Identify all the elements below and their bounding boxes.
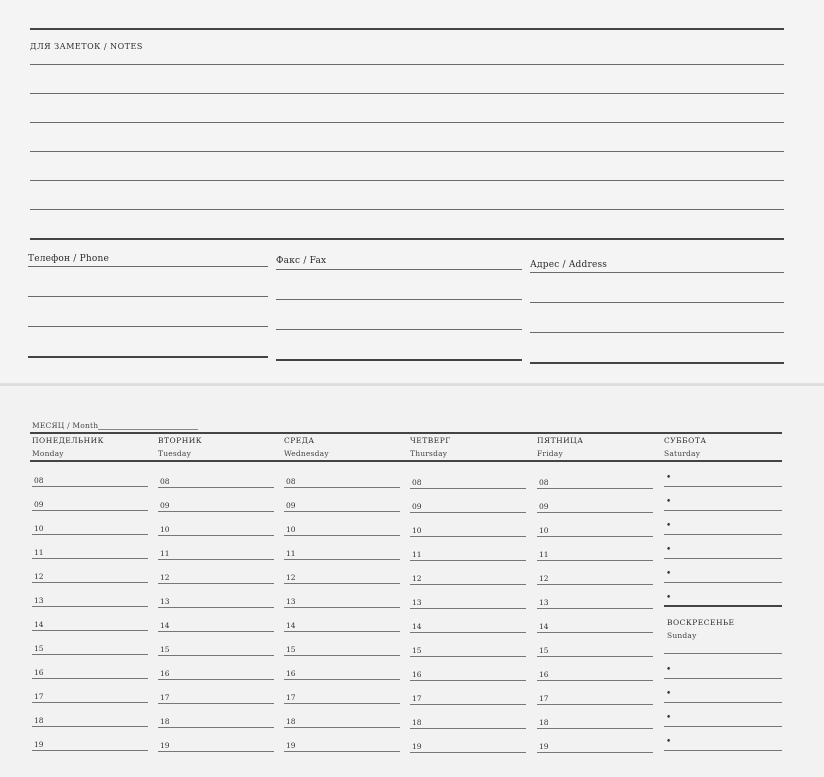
day-name-en: Friday [537, 449, 563, 458]
hour-label: 19 [34, 740, 44, 749]
hour-label: 15 [286, 645, 296, 655]
hour-line [537, 560, 653, 561]
hour-line [158, 655, 274, 656]
day-name: СРЕДА [284, 436, 315, 445]
contact-line [530, 332, 784, 333]
hour-line [537, 488, 653, 489]
hour-line [410, 632, 526, 633]
hour-line [537, 728, 653, 729]
notes-line [30, 209, 784, 210]
notes-line [30, 180, 784, 181]
hour-label: 10 [34, 524, 44, 533]
saturday-line [664, 558, 782, 559]
hour-label: 12 [34, 572, 44, 581]
hour-label: 16 [412, 669, 422, 679]
saturday-bullet: • [666, 473, 672, 483]
hour-line [284, 703, 400, 704]
day-name: СУББОТА [664, 436, 707, 445]
hour-line [537, 584, 653, 585]
hour-label: 10 [539, 526, 549, 536]
hour-label: 12 [286, 573, 296, 583]
hour-label: 18 [34, 716, 44, 725]
hour-line [158, 583, 274, 584]
sunday-header-line [664, 653, 782, 654]
day-name-en: Tuesday [158, 449, 192, 458]
hour-label: 08 [412, 477, 422, 487]
contact-line [276, 269, 522, 270]
notes-line [30, 93, 784, 94]
hour-label: 11 [160, 548, 170, 558]
hour-line [410, 512, 526, 513]
hour-label: 11 [286, 549, 296, 559]
hour-line [410, 680, 526, 681]
hour-label: 11 [539, 550, 549, 560]
contact-line [276, 299, 522, 300]
hour-line [284, 679, 400, 680]
day-header-rule [30, 460, 782, 462]
hour-line [158, 535, 274, 536]
hour-label: 09 [34, 500, 44, 509]
hour-label: 15 [412, 645, 422, 655]
saturday-bullet: • [666, 569, 672, 579]
hour-line [32, 630, 148, 631]
hour-line [32, 534, 148, 535]
sunday-line [664, 678, 782, 679]
hour-label: 10 [286, 525, 296, 535]
day-name: ПЯТНИЦА [537, 436, 584, 445]
hour-label: 11 [412, 549, 422, 559]
hour-line [537, 536, 653, 537]
hour-label: 16 [286, 669, 296, 679]
hour-line [158, 559, 274, 560]
month-line [98, 429, 198, 430]
saturday-end-rule [664, 605, 782, 607]
hour-label: 12 [412, 573, 422, 583]
hour-label: 19 [539, 742, 549, 752]
saturday-bullet: • [666, 593, 672, 603]
hour-label: 13 [160, 596, 170, 606]
phone-label: Телефон / Phone [28, 254, 109, 264]
fax-label: Факс / Fax [276, 256, 327, 266]
hour-label: 19 [160, 740, 170, 750]
hour-label: 17 [539, 694, 549, 704]
hour-line [537, 680, 653, 681]
hour-label: 08 [34, 476, 44, 485]
saturday-bullet: • [666, 497, 672, 507]
notes-page [0, 0, 824, 384]
hour-label: 19 [412, 741, 422, 751]
hour-label: 14 [286, 621, 296, 631]
hour-label: 08 [286, 477, 296, 487]
month-label: МЕСЯЦ / Month [32, 421, 99, 430]
day-name-en: Saturday [664, 449, 701, 458]
saturday-line [664, 582, 782, 583]
contact-line [530, 272, 784, 273]
sunday-en: Sunday [667, 631, 697, 640]
hour-label: 11 [34, 548, 44, 557]
hour-label: 15 [34, 644, 44, 653]
hour-line [284, 727, 400, 728]
hour-label: 09 [286, 501, 296, 511]
hour-label: 08 [160, 476, 170, 486]
hour-line [32, 582, 148, 583]
hour-line [284, 583, 400, 584]
sunday-line [664, 726, 782, 727]
contact-line [530, 302, 784, 303]
hour-label: 19 [286, 741, 296, 751]
hour-label: 14 [412, 621, 422, 631]
hour-label: 10 [412, 525, 422, 535]
hour-line [537, 608, 653, 609]
hour-label: 12 [539, 574, 549, 584]
day-name: ПОНЕДЕЛЬНИК [32, 436, 104, 445]
saturday-line [664, 486, 782, 487]
hour-line [537, 704, 653, 705]
hour-line [284, 535, 400, 536]
sunday-bullet: • [666, 665, 672, 675]
hour-line [32, 654, 148, 655]
day-name-en: Monday [32, 449, 64, 458]
hour-line [537, 656, 653, 657]
hour-label: 13 [286, 597, 296, 607]
hour-label: 16 [539, 670, 549, 680]
address-label: Адрес / Address [530, 260, 608, 270]
hour-label: 14 [539, 622, 549, 632]
hour-line [410, 752, 526, 753]
hour-line [158, 511, 274, 512]
hour-line [158, 727, 274, 728]
sunday-bullet: • [666, 689, 672, 699]
sunday-line [664, 750, 782, 751]
hour-line [158, 631, 274, 632]
sunday-line [664, 702, 782, 703]
contact-line [276, 329, 522, 330]
notes-line [30, 122, 784, 123]
hour-line [410, 728, 526, 729]
hour-label: 18 [539, 718, 549, 728]
hour-line [284, 607, 400, 608]
hour-line [537, 632, 653, 633]
hour-label: 10 [160, 524, 170, 534]
hour-line [158, 679, 274, 680]
hour-line [410, 560, 526, 561]
hour-label: 09 [160, 500, 170, 510]
notes-line [30, 64, 784, 65]
hour-label: 09 [539, 502, 549, 512]
hour-line [410, 704, 526, 705]
planner-top-rule [30, 432, 782, 434]
contact-line [28, 356, 268, 358]
hour-line [158, 751, 274, 752]
hour-line [284, 751, 400, 752]
hour-line [32, 606, 148, 607]
hour-line [32, 702, 148, 703]
hour-label: 16 [34, 668, 44, 677]
day-name: ВТОРНИК [158, 436, 203, 445]
hour-line [32, 678, 148, 679]
hour-line [32, 750, 148, 751]
hour-label: 15 [160, 644, 170, 654]
hour-line [537, 512, 653, 513]
hour-label: 13 [34, 596, 44, 605]
hour-line [32, 558, 148, 559]
notes-top-rule [30, 28, 784, 30]
notes-line [30, 238, 784, 240]
hour-line [158, 487, 274, 488]
hour-label: 15 [539, 646, 549, 656]
sunday-name: ВОСКРЕСЕНЬЕ [667, 618, 735, 627]
hour-line [284, 511, 400, 512]
hour-line [158, 703, 274, 704]
saturday-bullet: • [666, 545, 672, 555]
hour-line [410, 608, 526, 609]
hour-label: 08 [539, 478, 549, 488]
hour-label: 17 [412, 693, 422, 703]
sunday-bullet: • [666, 737, 672, 747]
day-name-en: Thursday [410, 449, 448, 458]
day-name-en: Wednesday [284, 449, 329, 458]
day-name: ЧЕТВЕРГ [410, 436, 451, 445]
saturday-line [664, 510, 782, 511]
hour-label: 14 [34, 620, 44, 629]
hour-line [410, 536, 526, 537]
contact-line [530, 362, 784, 364]
hour-label: 18 [412, 717, 422, 727]
hour-line [32, 510, 148, 511]
hour-line [158, 607, 274, 608]
hour-line [32, 726, 148, 727]
notes-title: ДЛЯ ЗАМЕТОК / NOTES [30, 42, 143, 51]
hour-line [410, 656, 526, 657]
hour-line [410, 488, 526, 489]
hour-line [284, 559, 400, 560]
hour-label: 13 [412, 597, 422, 607]
hour-line [284, 631, 400, 632]
contact-line [28, 296, 268, 297]
contact-line [28, 266, 268, 267]
hour-label: 17 [34, 692, 44, 701]
hour-label: 16 [160, 668, 170, 678]
hour-line [410, 584, 526, 585]
hour-line [537, 752, 653, 753]
hour-label: 17 [286, 693, 296, 703]
sunday-bullet: • [666, 713, 672, 723]
hour-label: 09 [412, 501, 422, 511]
saturday-line [664, 534, 782, 535]
notes-line [30, 151, 784, 152]
contact-line [276, 359, 522, 361]
hour-line [284, 655, 400, 656]
hour-line [32, 486, 148, 487]
saturday-bullet: • [666, 521, 672, 531]
hour-label: 14 [160, 620, 170, 630]
hour-label: 13 [539, 598, 549, 608]
contact-line [28, 326, 268, 327]
hour-label: 18 [160, 716, 170, 726]
hour-label: 18 [286, 717, 296, 727]
hour-label: 17 [160, 692, 170, 702]
hour-label: 12 [160, 572, 170, 582]
hour-line [284, 487, 400, 488]
